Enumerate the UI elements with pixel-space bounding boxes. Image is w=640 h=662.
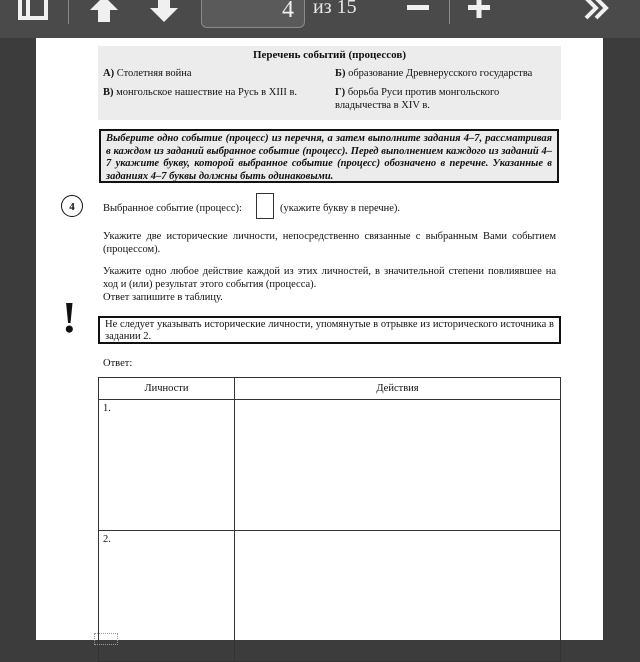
event-letter: В) [103,87,114,98]
task-paragraph-3: Ответ запишите в таблицу. [103,292,223,303]
task-paragraph-1: Укажите две исторические личности, непосредственно связанные с выбранным Вами событием (процессом). [103,231,556,255]
document-page [36,38,603,640]
page-number-value: 4 [282,0,294,23]
events-title: Перечень событий (процессов) [252,49,407,61]
task-paragraph-2: Укажите одно любое действие каждой из этих личностей, в значительной степени повлиявшее на ход и (или) результат этого события (процесса). [103,266,556,290]
table-header-persons: Личности [99,378,235,400]
sidebar-icon[interactable] [14,0,54,24]
event-text: Столетняя война [116,68,192,79]
event-text: борьба Руси против монгольского владычества в XIV в. [335,87,500,111]
warning-box: Не следует указывать исторические личности, упомянутые в отрывке из исторического источника в задании 2. [98,316,561,344]
event-item [103,86,297,99]
table-cell-action[interactable] [235,531,561,662]
warning-mark: ! [62,293,77,342]
events-list [98,46,561,120]
table-row [99,400,561,531]
page-number-field[interactable] [201,0,305,28]
arrow-up-icon[interactable] [84,0,124,24]
event-letter: Г) [335,87,346,98]
instruction-box: Выберите одно событие (процесс) из перечня, а затем выполните задания 4–7, рассматривая в каждом из заданий выбранное событие (процесс). Перед выполнением каждого из заданий 4–7 укажите букву, которой выбранное событие (процесс) обозначено в перечне. Указанные в заданиях 4–7 буквы должны быть одинаковыми. [99,129,559,183]
event-letter: Б) [335,68,346,79]
answer-table [98,377,561,662]
table-cell-person[interactable] [99,400,235,531]
table-cell-person[interactable] [99,531,235,662]
selected-event-label: Выбранное событие (процесс): [103,203,242,214]
event-item [103,67,192,80]
toolbar-separator [449,0,450,24]
page-corner-mark [94,633,118,645]
event-letter: А) [103,68,115,79]
toolbar-separator [68,0,69,24]
table-cell-action[interactable] [235,400,561,531]
task-number: 4 [61,195,83,217]
event-text: монгольское нашествие на Русь в XIII в. [116,87,298,98]
pdf-toolbar [0,0,640,38]
event-text: образование Древнерусского государства [348,68,533,79]
page-total-label: из 15 [313,0,357,18]
event-item [335,67,532,80]
zoom-in-icon[interactable] [459,0,499,24]
selected-event-hint: (укажите букву в перечне). [280,203,401,214]
selected-event-answer-box[interactable] [256,193,274,219]
arrow-down-icon[interactable] [144,0,184,24]
table-row [99,531,561,662]
more-icon[interactable] [578,0,618,24]
table-header-actions: Действия [235,378,561,400]
event-item [335,86,545,112]
row-number: 1. [103,403,111,414]
zoom-out-icon[interactable] [398,0,438,24]
row-number: 2. [103,534,111,545]
answer-label: Ответ: [103,358,133,369]
table-header-row [99,378,561,400]
